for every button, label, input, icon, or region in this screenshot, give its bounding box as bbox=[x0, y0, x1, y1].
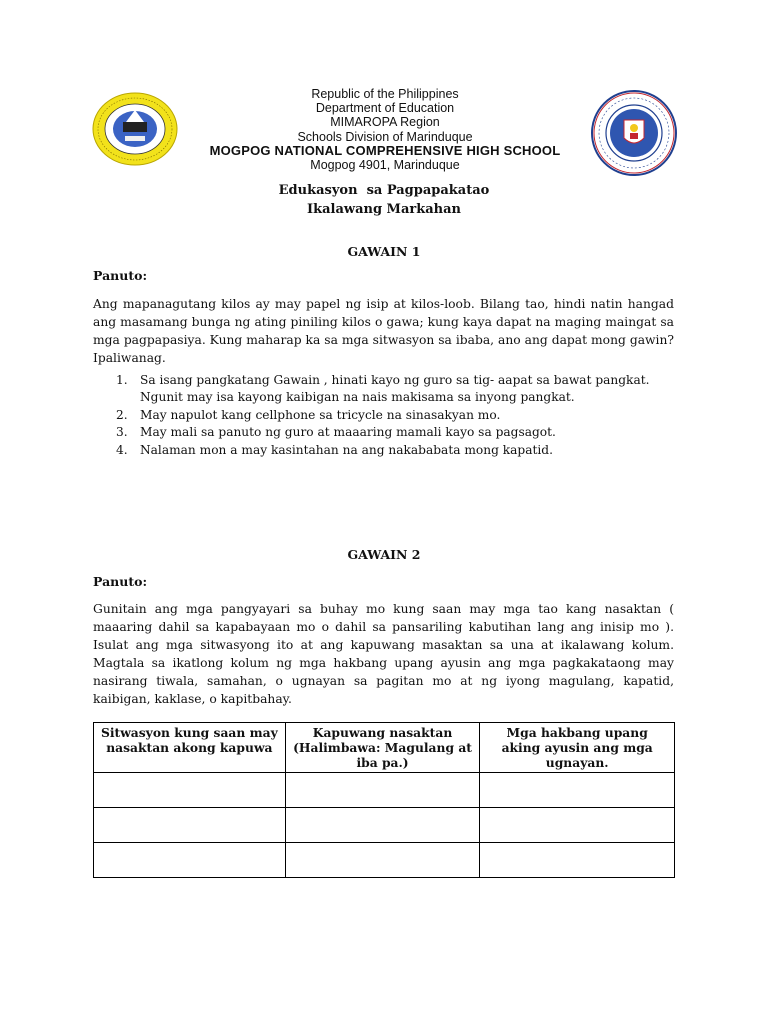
gawain2-panuto: Panuto: bbox=[93, 574, 148, 589]
table-cell[interactable] bbox=[285, 843, 480, 878]
gawain2-paragraph: Gunitain ang mga pangyayari sa buhay mo kung saan may mga tao kang nasaktan ( maaaring dahil sa kapabayaan mo o dahil sa pansariling kabutihan lang ang inisip mo ). Isulat ang mga sitwasyong ito at ang kapuwang masaktan sa una at ikalawang kolum. Magtala sa ikatlong kolum ng mga hakbang upang ayusin ang mga pagkakataong may nasirang tiwala, samahan, o ugnayan sa pagitan mo at ng iyong magulang, kapatid, kaibigan, kaklase, o kapitbahay. bbox=[93, 602, 674, 706]
table-row bbox=[94, 808, 675, 843]
table-cell[interactable] bbox=[480, 773, 675, 808]
letterhead-division: Schools Division of Marinduque bbox=[297, 129, 473, 144]
table-cell[interactable] bbox=[94, 808, 286, 843]
letterhead-region: MIMAROPA Region bbox=[330, 115, 440, 130]
deped-seal-logo bbox=[590, 90, 678, 176]
list-item-text: May napulot kang cellphone sa tricycle na sinasakyan mo. bbox=[140, 407, 501, 422]
column-header-hakbang: Mga hakbang upang aking ayusin ang mga ugnayan. bbox=[480, 723, 675, 773]
list-item bbox=[116, 424, 676, 441]
gawain1-paragraph: Ang mapanagutang kilos ay may papel ng isip at kilos-loob. Bilang tao, hindi natin hangad ang masamang bunga ng ating piniling kilos o gawa; kung kaya dapat na maging maingat sa mga pagpapasiya. Kung maharap ka sa mga sitwasyon sa ibaba, ano ang dapat mong gawin? Ipaliwanag. bbox=[93, 297, 674, 365]
gawain1-title: GAWAIN 1 bbox=[347, 244, 421, 259]
letterhead bbox=[190, 87, 580, 172]
list-item bbox=[116, 372, 676, 407]
table-cell[interactable] bbox=[285, 773, 480, 808]
table-row bbox=[94, 843, 675, 878]
table-header-row bbox=[94, 723, 675, 773]
table-cell[interactable] bbox=[480, 808, 675, 843]
table-cell[interactable] bbox=[94, 843, 286, 878]
letterhead-department: Department of Education bbox=[315, 101, 455, 116]
table-cell[interactable] bbox=[480, 843, 675, 878]
list-item bbox=[116, 407, 676, 424]
subject-quarter: Ikalawang Markahan bbox=[307, 202, 461, 217]
table-row bbox=[94, 773, 675, 808]
list-item bbox=[116, 442, 676, 459]
list-item-text: Sa isang pangkatang Gawain , hinati kayo ng guro sa tig- aapat sa bawat pangkat. Ngunit may isa kayong kaibigan na nais makisama sa inyong pangkat. bbox=[140, 373, 650, 405]
gawain1-situation-list bbox=[116, 372, 676, 459]
subject-heading bbox=[0, 181, 768, 219]
list-item-number: 4. bbox=[116, 442, 128, 457]
gawain2-title: GAWAIN 2 bbox=[347, 547, 421, 562]
list-item-number: 2. bbox=[116, 407, 128, 422]
letterhead-address: Mogpog 4901, Marinduque bbox=[310, 158, 460, 173]
gawain1-panuto: Panuto: bbox=[93, 268, 148, 283]
letterhead-republic: Republic of the Philippines bbox=[311, 87, 459, 101]
column-header-kapuwa: Kapuwang nasaktan (Halimbawa: Magulang at iba pa.) bbox=[285, 723, 480, 773]
column-header-sitwasyon: Sitwasyon kung saan may nasaktan akong kapuwa bbox=[94, 723, 286, 773]
table-cell[interactable] bbox=[285, 808, 480, 843]
list-item-number: 1. bbox=[116, 373, 128, 387]
letterhead-school-name: MOGPOG NATIONAL COMPREHENSIVE HIGH SCHOOL bbox=[209, 142, 561, 158]
table-cell[interactable] bbox=[94, 773, 286, 808]
situation-table bbox=[93, 722, 675, 878]
list-item-text: Nalaman mon a may kasintahan na ang nakababata mong kapatid. bbox=[140, 442, 553, 457]
subject-title: Edukasyon sa Pagpapakatao bbox=[278, 183, 490, 198]
school-seal-logo bbox=[92, 92, 178, 166]
list-item-number: 3. bbox=[116, 425, 128, 440]
list-item-text: May mali sa panuto ng guro at maaaring mamali kayo sa pagsagot. bbox=[140, 425, 556, 440]
